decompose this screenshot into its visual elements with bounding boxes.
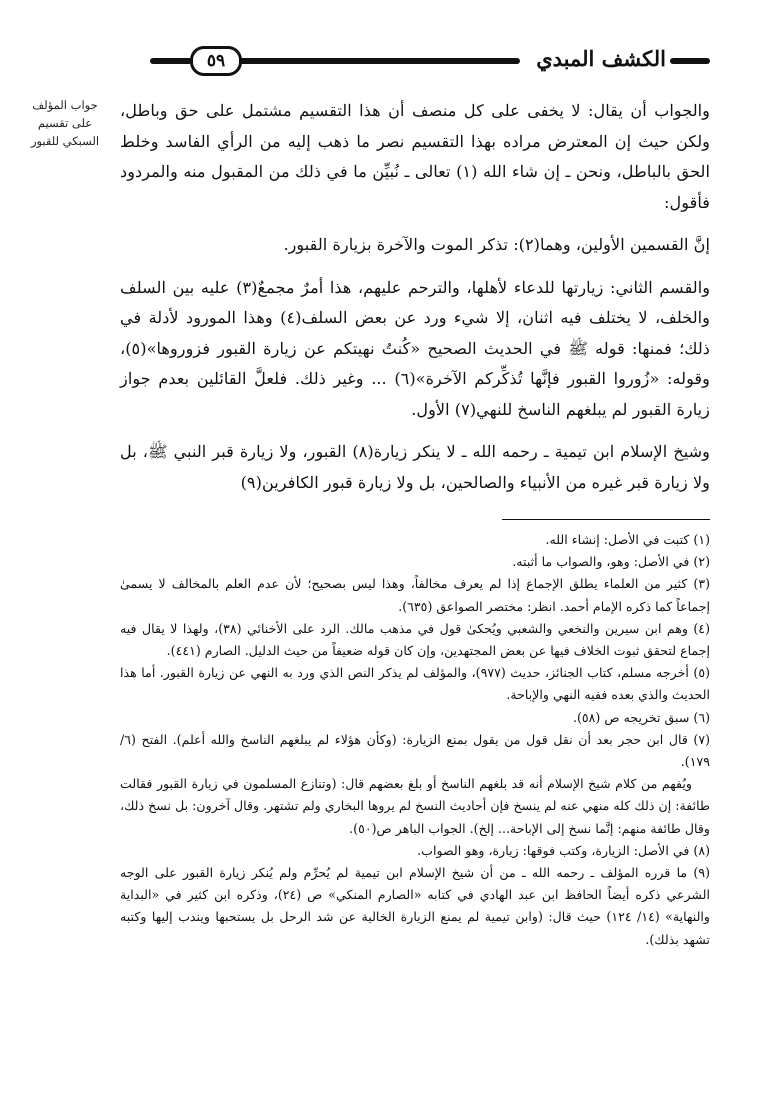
paragraph-1: والجواب أن يقال: لا يخفى على كل منصف أن هذا التقسيم مشتمل على حق وباطل، ولكن حيث إن المعترض مراده بهذا التقسيم نصر ما ذهب إليه من الرأي الفاسد وخلط الحق بالباطل، ونحن ـ إن شاء الله (١) تعالى ـ نُبيِّن ما في ذلك من المقبول منه والمردود فأقول: — [120, 101, 710, 212]
header-rule-left — [150, 58, 192, 64]
footnote-1: (١) كتبت في الأصل: إنشاء الله. — [545, 532, 710, 547]
margin-note: جواب المؤلف على تقسيم السبكي للقبور — [30, 98, 100, 148]
main-text — [120, 96, 710, 498]
page-header — [150, 44, 710, 78]
footnote-9: (٩) ما قرره المؤلف ـ رحمه الله ـ من أن شيخ الإسلام ابن تيمية لم يُحرِّم ولم يُنكر زيارة القبور على الوجه الشرعي ذكره أيضاً الحافظ ابن عبد الهادي في كتابه «الصارم المنكي» ص (٢٤)، وذكره ابن كثير في «البداية والنهاية» (١٤/ ١٢٤) حيث قال: (وابن تيمية لم يمنع الزيارة الخالية عن شد الرحل بل يستحبها ويندب إليها وكتبه تشهد بذلك). — [120, 865, 711, 947]
paragraph-3: والقسم الثاني: زيارتها للدعاء لأهلها، والترحم عليهم، هذا أمرٌ مجمعٌ(٣) عليه بين السلف والخلف، لا يختلف فيه اثنان، إلا شيء ورد عن بعض السلف(٤) وهذا المورود لأدلة في ذلك؛ فمنها: قوله ﷺ في الحديث الصحيح «كُنتُ نهيتكم عن زيارة القبور فزوروها»(٥)، وقوله: «زُوروا القبور فإنَّها تُذكِّركم الآخرة»(٦) ... وغير ذلك. فلعلَّ القائلين بعدم جواز زيارة القبور لم يبلغهم الناسخ للنهي(٧) الأول. — [120, 277, 711, 419]
footnote-3: (٣) كثير من العلماء يطلق الإجماع إذا لم يعرف مخالفاً، وهذا ليس بصحيح؛ لأن عدم العلم بالمخالف لا يسمىٰ إجماعاً كما ذكره الإمام أحمد. انظر: مختصر الصواعق (٦٣٥). — [120, 576, 710, 614]
footnote-2: (٢) في الأصل: وهو، والصواب ما أثبته. — [512, 554, 710, 570]
footnote-8: (٨) في الأصل: الزيارة، وكتب فوقها: زيارة، وهو الصواب. — [417, 842, 710, 858]
footnotes — [120, 529, 710, 951]
paragraph-4: وشيخ الإسلام ابن تيمية ـ رحمه الله ـ لا ينكر زيارة(٨) القبور، ولا زيارة قبر النبي ﷺ، بل ولا زيارة قبر غيره من الأنبياء والصالحين، بل ولا زيارة قبور الكافرين(٩) — [120, 442, 710, 492]
footnote-4: (٤) وهم ابن سيرين والنخعي والشعبي ويُحكىٰ قول في مذهب مالك. الرد على الأخنائي (٣٨)، ولهذا لا يقال فيه إجماع لتحقق ثبوت الخلاف فيها عن بعض المجتهدين، وإن كان قوله ضعيفاً من حيث الدليل. الصارم (٤٤١). — [120, 620, 710, 659]
footnote-7: (٧) قال ابن حجر بعد أن نقل قول من يقول بمنع الزيارة: (وكأن هؤلاء لم يبلغهم الناسخ والله أعلم). الفتح (٦/ ١٧٩). — [120, 731, 710, 770]
header-rule-middle — [238, 58, 520, 64]
footnote-5: (٥) أخرجه مسلم، كتاب الجنائز، حديث (٩٧٧)، والمؤلف لم يذكر النص الذي ورد به النهي عن زيارة القبور. أما هذا الحديث والذي بعده ففيه النهي والإباحة. — [120, 665, 710, 703]
page-number: ٥٩ — [190, 46, 242, 76]
footnote-7-continuation: ويُفهم من كلام شيخ الإسلام أنه قد بلغهم الناسخ أو بلغ بعضهم قال: (وتنازع المسلمون في زيارة القبور فقالت طائفة: إن ذلك كله منهي عنه لم ينسخ فإن أحاديث النسخ لم يروها البخاري ولم تشتهر. وقال آخرون: بل نسخ ذلك، وقال طائفة منهم: إنَّما نسخ إلى الإباحة... إلخ). الجواب الباهر ص(٥٠). — [120, 776, 710, 836]
footnote-6: (٦) سبق تخريجه ص (٥٨). — [572, 709, 710, 725]
paragraph-2: إنَّ القسمين الأولين، وهما(٢): تذكر الموت والآخرة بزيارة القبور. — [283, 235, 710, 254]
header-rule-right — [670, 58, 710, 64]
footnote-divider — [502, 519, 710, 520]
running-title: الكشف المبدي — [536, 46, 666, 71]
